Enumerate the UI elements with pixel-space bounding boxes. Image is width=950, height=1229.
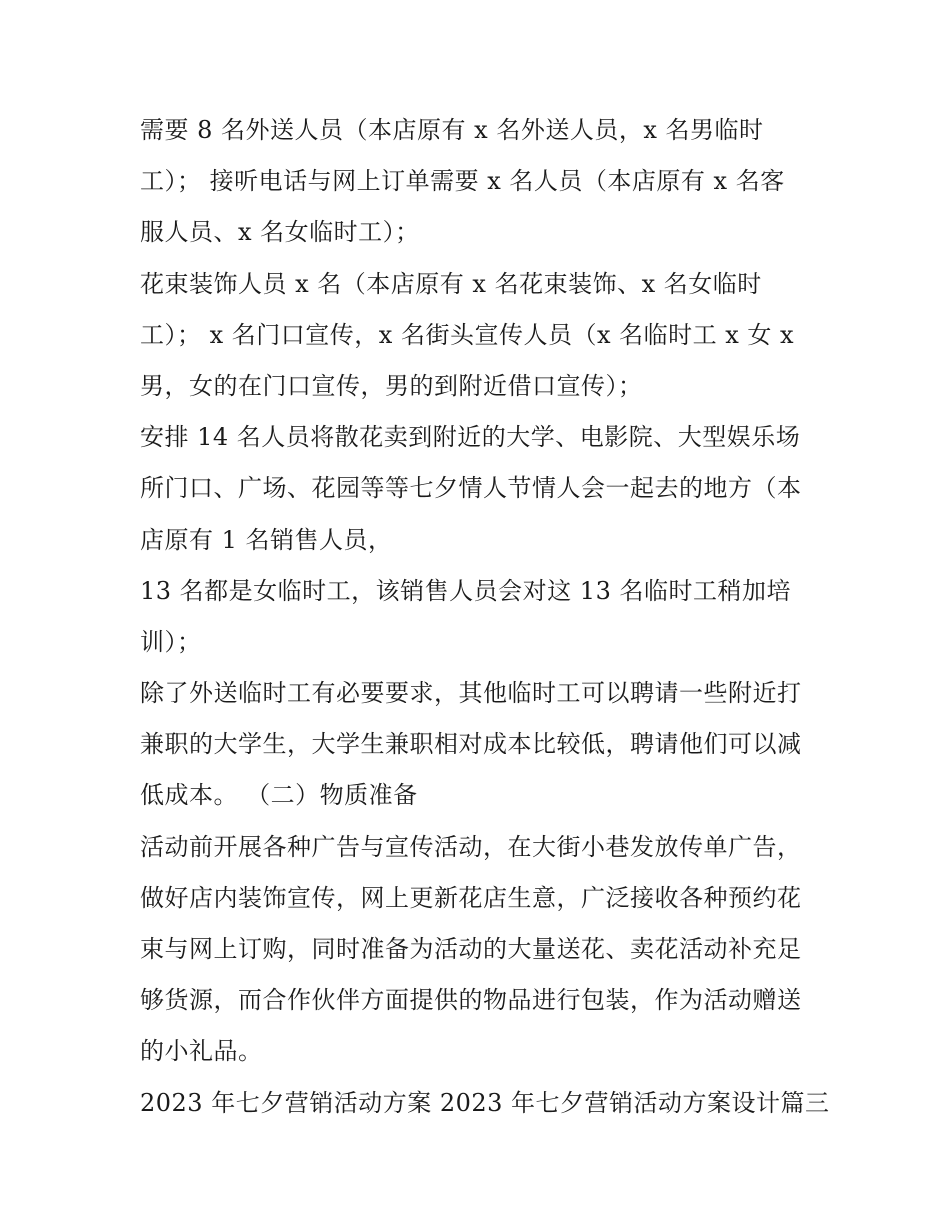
text-line: 训）； <box>140 627 202 656</box>
text-line: 花束装饰人员 x 名（本店原有 x 名花束装饰、x 名女临时 <box>140 269 762 298</box>
text-line: 服人员、x 名女临时工）； <box>140 218 420 247</box>
text-line: 13 名都是女临时工，该销售人员会对这 13 名临时工稍加培 <box>140 576 791 605</box>
text-line: 低成本。 （二）物质准备 <box>140 781 418 810</box>
text-line: 够货源，而合作伙伴方面提供的物品进行包装，作为活动赠送 <box>140 986 802 1015</box>
text-line: 安排 14 名人员将散花卖到附近的大学、电影院、大型娱乐场 <box>140 423 801 452</box>
text-line: 所门口、广场、花园等等七夕情人节情人会一起去的地方（本 <box>140 474 802 503</box>
text-line: 男，女的在门口宣传，男的到附近借口宣传）； <box>140 371 643 400</box>
text-line: 需要 8 名外送人员（本店原有 x 名外送人员，x 名男临时 <box>140 116 764 144</box>
text-line: 店原有 1 名销售人员， <box>140 525 393 554</box>
text-line: 工）； x 名门口宣传，x 名街头宣传人员（x 名临时工 x 女 x <box>140 320 795 349</box>
text-line: 做好店内装饰宣传，网上更新花店生意，广泛接收各种预约花 <box>140 883 802 912</box>
section-heading: 2023 年七夕营销活动方案 2023 年七夕营销活动方案设计篇三 <box>140 1088 830 1117</box>
text-line: 束与网上订购，同时准备为活动的大量送花、卖花活动补充足 <box>140 935 802 963</box>
text-line: 的小礼品。 <box>140 1037 263 1066</box>
text-line: 兼职的大学生，大学生兼职相对成本比较低，聘请他们可以减 <box>140 730 802 759</box>
text-line: 除了外送临时工有必要要求，其他临时工可以聘请一些附近打 <box>140 679 802 708</box>
text-line: 工）； 接听电话与网上订单需要 x 名人员（本店原有 x 名客 <box>140 167 785 196</box>
document-body <box>140 105 830 1129</box>
text-line: 活动前开展各种广告与宣传活动，在大街小巷发放传单广告， <box>140 832 802 861</box>
